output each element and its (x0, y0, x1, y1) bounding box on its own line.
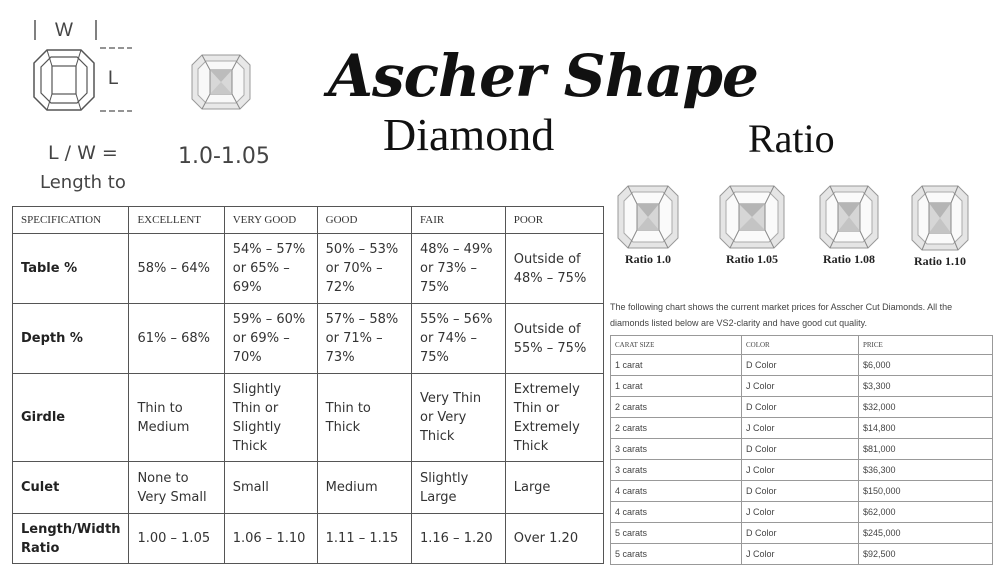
spec-header: SPECIFICATION (13, 207, 129, 234)
length-label: L (108, 68, 119, 89)
price-cell: $245,000 (859, 523, 993, 544)
spec-cell: 1.06 – 1.10 (224, 514, 317, 564)
spec-cell: 48% – 49% or 73% – 75% (411, 234, 505, 304)
color-cell: J Color (742, 502, 859, 523)
carat-cell: 5 carats (611, 523, 742, 544)
price-cell: $92,500 (859, 544, 993, 565)
spec-cell: 59% – 60% or 69% – 70% (224, 304, 317, 374)
price-cell: $32,000 (859, 397, 993, 418)
spec-cell: Over 1.20 (505, 514, 603, 564)
carat-cell: 3 carats (611, 439, 742, 460)
spec-cell: Medium (317, 462, 411, 514)
spec-cell: 57% – 58% or 71% – 73% (317, 304, 411, 374)
spec-cell: 1.00 – 1.05 (129, 514, 224, 564)
price-cell: $6,000 (859, 355, 993, 376)
price-row (611, 418, 993, 439)
price-table (610, 335, 993, 565)
carat-cell: 1 carat (611, 376, 742, 397)
spec-row (13, 304, 604, 374)
spec-cell: 54% – 57% or 65% – 69% (224, 234, 317, 304)
spec-cell: Slightly Large (411, 462, 505, 514)
price-header: COLOR (742, 336, 859, 355)
price-cell: $81,000 (859, 439, 993, 460)
price-row (611, 523, 993, 544)
gem-ratio-item (813, 184, 885, 267)
price-row (611, 544, 993, 565)
spec-cell: 61% – 68% (129, 304, 224, 374)
spec-cell: 58% – 64% (129, 234, 224, 304)
price-cell: $14,800 (859, 418, 993, 439)
spec-header: FAIR (411, 207, 505, 234)
spec-row-label: Girdle (13, 374, 129, 462)
spec-cell: 1.16 – 1.20 (411, 514, 505, 564)
color-cell: D Color (742, 397, 859, 418)
spec-cell: Very Thin or Very Thick (411, 374, 505, 462)
spec-header: EXCELLENT (129, 207, 224, 234)
spec-row (13, 374, 604, 462)
gem-ratio-caption: Ratio 1.0 (625, 252, 671, 266)
spec-row-label: Culet (13, 462, 129, 514)
price-cell: $150,000 (859, 481, 993, 502)
color-cell: J Color (742, 544, 859, 565)
price-row (611, 397, 993, 418)
spec-header-row (13, 207, 604, 234)
spec-row-label: Table % (13, 234, 129, 304)
color-cell: D Color (742, 523, 859, 544)
color-cell: J Color (742, 460, 859, 481)
price-header: CARAT SIZE (611, 336, 742, 355)
price-row (611, 376, 993, 397)
lw-formula: L / W = (48, 142, 118, 164)
price-row (611, 481, 993, 502)
gem-ratio-caption: Ratio 1.08 (823, 252, 875, 266)
carat-cell: 3 carats (611, 460, 742, 481)
diamond-ratio-1-08-icon (818, 184, 880, 250)
spec-header: VERY GOOD (224, 207, 317, 234)
spec-cell: Thin to Medium (129, 374, 224, 462)
color-cell: D Color (742, 439, 859, 460)
color-cell: D Color (742, 481, 859, 502)
carat-cell: 4 carats (611, 481, 742, 502)
diamond-ratio-1-05-icon (718, 184, 786, 250)
price-cell: $62,000 (859, 502, 993, 523)
spec-row-label: Length/Width Ratio (13, 514, 129, 564)
spec-cell: Outside of 48% – 75% (505, 234, 603, 304)
ratio-heading: Ratio (748, 116, 835, 161)
price-header: PRICE (859, 336, 993, 355)
spec-row-label: Depth % (13, 304, 129, 374)
gem-ratio-item (612, 184, 684, 267)
spec-row (13, 234, 604, 304)
price-row (611, 439, 993, 460)
gem-ratio-item (904, 184, 976, 269)
color-cell: J Color (742, 376, 859, 397)
width-label: W (55, 20, 73, 41)
spec-cell: Extremely Thin or Extremely Thick (505, 374, 603, 462)
spec-cell: Thin to Thick (317, 374, 411, 462)
spec-cell: Slightly Thin or Slightly Thick (224, 374, 317, 462)
carat-cell: 2 carats (611, 418, 742, 439)
specification-table (12, 206, 604, 564)
carat-cell: 5 carats (611, 544, 742, 565)
ratio-range-value: 1.0-1.05 (178, 144, 270, 169)
spec-cell: Outside of 55% – 75% (505, 304, 603, 374)
spec-header: POOR (505, 207, 603, 234)
price-row (611, 355, 993, 376)
price-cell: $36,300 (859, 460, 993, 481)
color-cell: D Color (742, 355, 859, 376)
length-to-text: Length to (40, 172, 126, 193)
diamond-ratio-1-10-icon (910, 184, 970, 252)
price-cell: $3,300 (859, 376, 993, 397)
gem-ratio-item (716, 184, 788, 267)
gem-ratio-caption: Ratio 1.05 (726, 252, 778, 266)
diamond-ratio-1-0-icon (616, 184, 680, 250)
carat-cell: 4 carats (611, 502, 742, 523)
carat-cell: 2 carats (611, 397, 742, 418)
page-title: Ascher Shape (328, 42, 758, 110)
spec-header: GOOD (317, 207, 411, 234)
asscher-outline-diagram (18, 14, 138, 119)
spec-row (13, 514, 604, 564)
gem-ratio-caption: Ratio 1.10 (914, 254, 966, 268)
spec-cell: None to Very Small (129, 462, 224, 514)
spec-cell: 55% – 56% or 74% – 75% (411, 304, 505, 374)
spec-cell: 50% – 53% or 70% – 72% (317, 234, 411, 304)
diamond-thumbnail-icon (190, 53, 252, 111)
spec-cell: Large (505, 462, 603, 514)
color-cell: J Color (742, 418, 859, 439)
price-row (611, 460, 993, 481)
carat-cell: 1 carat (611, 355, 742, 376)
price-header-row (611, 336, 993, 355)
page-subtitle: Diamond (383, 109, 555, 160)
spec-row (13, 462, 604, 514)
price-description: The following chart shows the current market prices for Asscher Cut Diamonds. All the diamonds listed below are VS2-clarity and have good cut quality. (610, 302, 953, 328)
price-row (611, 502, 993, 523)
spec-cell: Small (224, 462, 317, 514)
spec-cell: 1.11 – 1.15 (317, 514, 411, 564)
